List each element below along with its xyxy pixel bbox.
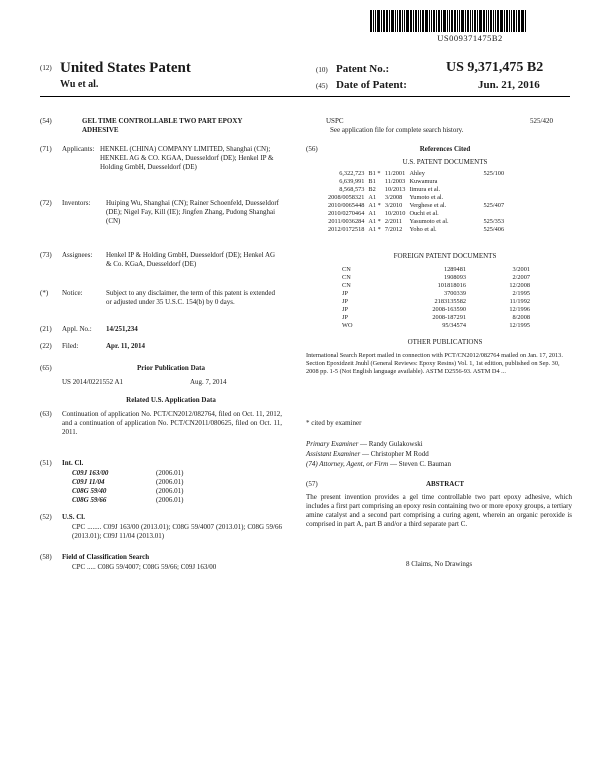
foreign-doc-date: 2/1995 [512,290,530,297]
us-doc-name: Ahley [409,170,425,177]
uspc-label: USPC [326,117,344,125]
foreign-doc-country: JP [342,314,348,321]
us-doc-no: 2011/0036284 [328,218,365,225]
int-cl-code: C09J 11/04 [72,478,105,486]
continuation-text: Continuation of application No. PCT/CN2012/082764, filed on Oct. 11, 2012, and a continuation of application No. PCT/CN2011/080625, filed on Oct. 11, 2011. [62,410,282,436]
foreign-doc-date: 11/1992 [509,298,530,305]
int-cl-row [72,487,282,496]
foreign-doc-row [340,298,532,306]
us-doc-name: Verghese et al. [409,202,447,209]
assistant-examiner-label: Assistant Examiner [306,450,361,458]
primary-examiner-name: — Randy Gulakowski [360,440,423,448]
barcode-number: US009371475B2 [437,33,503,43]
claims-summary: 8 Claims, No Drawings [405,560,473,568]
foreign-doc-country: CN [342,266,351,273]
us-doc-kind: A1 [368,194,377,201]
filed-label: Filed: [62,342,79,350]
tag-65: (65) [40,364,52,372]
assignee-text: Henkel IP & Holding GmbH, Duesseldorf (DE); Henkel AG & Co. KGaA, Duesseldorf (DE) [106,251,276,268]
us-doc-cls [481,178,506,186]
foreign-doc-country: CN [342,282,351,289]
foreign-doc-row [340,274,532,282]
patent-number: US 9,371,475 B2 [446,60,544,75]
us-doc-kind: A1 [368,210,377,217]
tag-71: (71) [40,145,52,153]
appl-no: 14/251,234 [106,325,138,333]
us-cl-text: CPC ........ C09J 163/00 (2013.01); C08G 59/4007 (2013.01); C08G 59/66 (2013.01); C09J 11/04 (2013.01) [72,523,282,540]
attorney [306,460,572,469]
foreign-doc-row [340,290,532,298]
other-publications-heading: OTHER PUBLICATIONS [407,338,483,346]
patent-no-label: Patent No.: [336,63,390,75]
us-doc-row [326,170,506,178]
us-doc-cls: 525/406 [483,226,505,233]
us-doc-no: 2008/0058321 [328,194,365,201]
us-cl-label: U.S. Cl. [62,513,85,521]
inventor-short: Wu et al. [60,79,99,90]
us-doc-row [326,194,506,202]
int-cl-list [72,469,282,505]
header-rule [40,96,570,97]
see-application: See application file for complete search history. [330,126,464,134]
us-doc-cls: 525/407 [483,202,505,209]
us-doc-no: 6,322,723 [339,170,365,177]
applicant-label: Applicants: [62,145,95,153]
us-doc-no: 8,568,573 [339,186,365,193]
field-text: CPC ..... C08G 59/4007; C08G 59/66; C09J 163/00 [72,563,217,571]
cited-by-examiner: * cited by examiner [306,419,362,427]
foreign-doc-no: 1289481 [443,266,466,273]
notice-text: Subject to any disclaimer, the term of this patent is extended or adjusted under 35 U.S.C. 154(b) by 0 days. [106,289,276,306]
tag-10: (10) [316,66,328,74]
int-cl-date: (2006.01) [156,478,184,486]
foreign-doc-row [340,314,532,322]
tag-57: (57) [306,480,318,488]
us-doc-name: Iimura et al. [409,186,441,193]
us-doc-date: 11/2003 [384,178,406,185]
us-doc-date: 7/2012 [384,226,403,233]
us-doc-kind: B1 * [368,170,381,177]
tag-notice: (*) [40,289,49,297]
assignee-label: Assignees: [62,251,93,259]
foreign-doc-no: 1908093 [443,274,466,281]
abstract-heading: ABSTRACT [425,480,465,488]
foreign-doc-no: 3700339 [443,290,466,297]
field-heading: Field of Classification Search [62,553,150,561]
foreign-doc-country: WO [342,322,353,329]
us-doc-name: Yasumoto et al. [409,218,449,225]
us-doc-cls: 525/100 [483,170,505,177]
us-doc-date: 2/2011 [384,218,403,225]
us-doc-row [326,178,506,186]
uspc-value: 525/420 [530,117,553,125]
tag-56: (56) [306,145,318,153]
tag-52: (52) [40,513,52,521]
foreign-doc-date: 8/2008 [512,314,530,321]
tag-73: (73) [40,251,52,259]
foreign-doc-date: 2/2007 [512,274,530,281]
prior-publication-heading: Prior Publication Data [137,364,205,372]
int-cl-code: C08G 59/40 [72,487,107,495]
primary-examiner-label: Primary Examiner [306,440,359,448]
foreign-doc-country: JP [342,298,348,305]
foreign-doc-date: 12/1996 [509,306,530,313]
foreign-doc-country: CN [342,274,351,281]
tag-63: (63) [40,410,52,418]
country-title: United States Patent [60,60,191,76]
foreign-doc-no: 2008-187291 [432,314,466,321]
us-doc-kind: B2 [368,186,376,193]
foreign-patent-documents-table [340,266,532,330]
us-doc-name: Yoho et al. [409,226,437,233]
us-doc-name: Yumoto et al. [409,194,444,201]
us-patent-documents-heading: U.S. PATENT DOCUMENTS [402,158,488,166]
tag-58: (58) [40,553,52,561]
foreign-patent-documents-heading: FOREIGN PATENT DOCUMENTS [393,252,497,260]
tag-22: (22) [40,342,52,350]
foreign-doc-date: 3/2001 [512,266,530,273]
other-publications-text: International Search Report mailed in connection with PCT/CN2012/082764 mailed on Jan. 17, 2013. Section Epoxidzeit Jnuhl (General Reviews: Epoxy Resins) Vol. 1, 1st edition, published on Sep. 30, 2008 pp. 1-5 (Not English language available). ASTM D2556-93. ASTM D4 ... [306,352,563,375]
us-doc-cls [481,186,506,194]
foreign-doc-row [340,266,532,274]
filed-date: Apr. 11, 2014 [106,342,146,350]
us-doc-kind: A1 * [368,218,381,225]
us-doc-no: 6,639,991 [339,178,365,185]
notice-label: Notice: [62,289,83,297]
barcode [370,10,570,32]
foreign-doc-date: 12/2008 [509,282,530,289]
tag-51: (51) [40,459,52,467]
applicant-text: HENKEL (CHINA) COMPANY LIMITED, Shanghai (CN); HENKEL AG & CO. KGAA, Duesseldorf (DE); Henkel IP & Holding GmbH, Duesseldorf (DE) [100,145,274,171]
foreign-doc-no: 95/34574 [442,322,466,329]
assistant-examiner-name: — Christopher M Rodd [362,450,429,458]
us-doc-date: 10/2010 [384,210,406,217]
int-cl-code: C08G 59/66 [72,496,107,504]
us-doc-cls [481,194,506,202]
int-cl-row [72,496,282,505]
inventor-label: Inventors: [62,199,91,207]
date-of-patent: Jun. 21, 2016 [478,79,540,91]
inventor-text: Huiping Wu, Shanghai (CN); Rainer Schoenfeld, Duesseldorf (DE); Nigel Fay, Kill (IE); Jingfen Zhang, Pudong Shanghai (CN) [106,199,280,225]
foreign-doc-country: JP [342,290,348,297]
appl-no-label: Appl. No.: [62,325,92,333]
us-doc-no: 2010/0065448 [328,202,365,209]
us-doc-date: 10/2013 [384,186,406,193]
us-doc-row [326,186,506,194]
related-heading: Related U.S. Application Data [126,396,216,404]
us-doc-row [326,202,506,210]
tag-12: (12) [40,64,52,72]
tag-54: (54) [40,117,52,125]
foreign-doc-no: 2008-163590 [432,306,466,313]
invention-title: GEL TIME CONTROLLABLE TWO PART EPOXY ADHESIVE [82,117,243,134]
references-heading: References Cited [419,145,471,153]
us-doc-date: 3/2010 [384,202,403,209]
us-doc-no: 2012/0172518 [328,226,365,233]
us-doc-kind: A1 * [368,226,381,233]
int-cl-code: C09J 163/00 [72,469,109,477]
us-doc-no: 2010/0270464 [328,210,365,217]
foreign-doc-no: 2183135582 [434,298,466,305]
tag-45: (45) [316,82,328,90]
us-doc-date: 11/2001 [384,170,406,177]
tag-21: (21) [40,325,52,333]
tag-72: (72) [40,199,52,207]
date-of-patent-label: Date of Patent: [336,79,407,91]
us-doc-row [326,218,506,226]
int-cl-label: Int. Cl. [62,459,84,467]
abstract-text: The present invention provides a gel time controllable two part epoxy adhesive, which includes a first part comprising an epoxy resin containing two or more epoxy groups, a tertiary amine catalyst and a second part comprising a curing agent, wherein an organic peroxide is comprised in part A, part B and/or a third separate part C. [306,493,572,528]
primary-examiner [306,440,572,449]
us-doc-name: Ouchi et al. [409,210,439,217]
attorney-label: (74) Attorney, Agent, or Firm [306,460,389,468]
assistant-examiner [306,450,572,459]
int-cl-date: (2006.01) [156,469,184,477]
int-cl-row [72,469,282,478]
us-doc-row [326,210,506,218]
foreign-doc-row [340,306,532,314]
us-patent-documents-table [326,170,506,234]
us-doc-kind: B1 [368,178,376,185]
us-doc-cls [481,210,506,218]
us-doc-row [326,226,506,234]
foreign-doc-row [340,322,532,330]
prior-publication-number: US 2014/0221552 A1 [62,378,124,386]
foreign-doc-row [340,282,532,290]
us-doc-name: Kuwamura [409,178,438,185]
us-doc-kind: A1 * [368,202,381,209]
int-cl-date: (2006.01) [156,487,184,495]
us-doc-cls: 525/353 [483,218,505,225]
prior-publication-date: Aug. 7, 2014 [190,378,227,386]
foreign-doc-country: JP [342,306,348,313]
foreign-doc-date: 12/1995 [509,322,530,329]
attorney-name: — Steven C. Bauman [389,460,451,468]
int-cl-date: (2006.01) [156,496,184,504]
int-cl-row [72,478,282,487]
foreign-doc-no: 101818016 [437,282,466,289]
us-doc-date: 3/2008 [384,194,403,201]
